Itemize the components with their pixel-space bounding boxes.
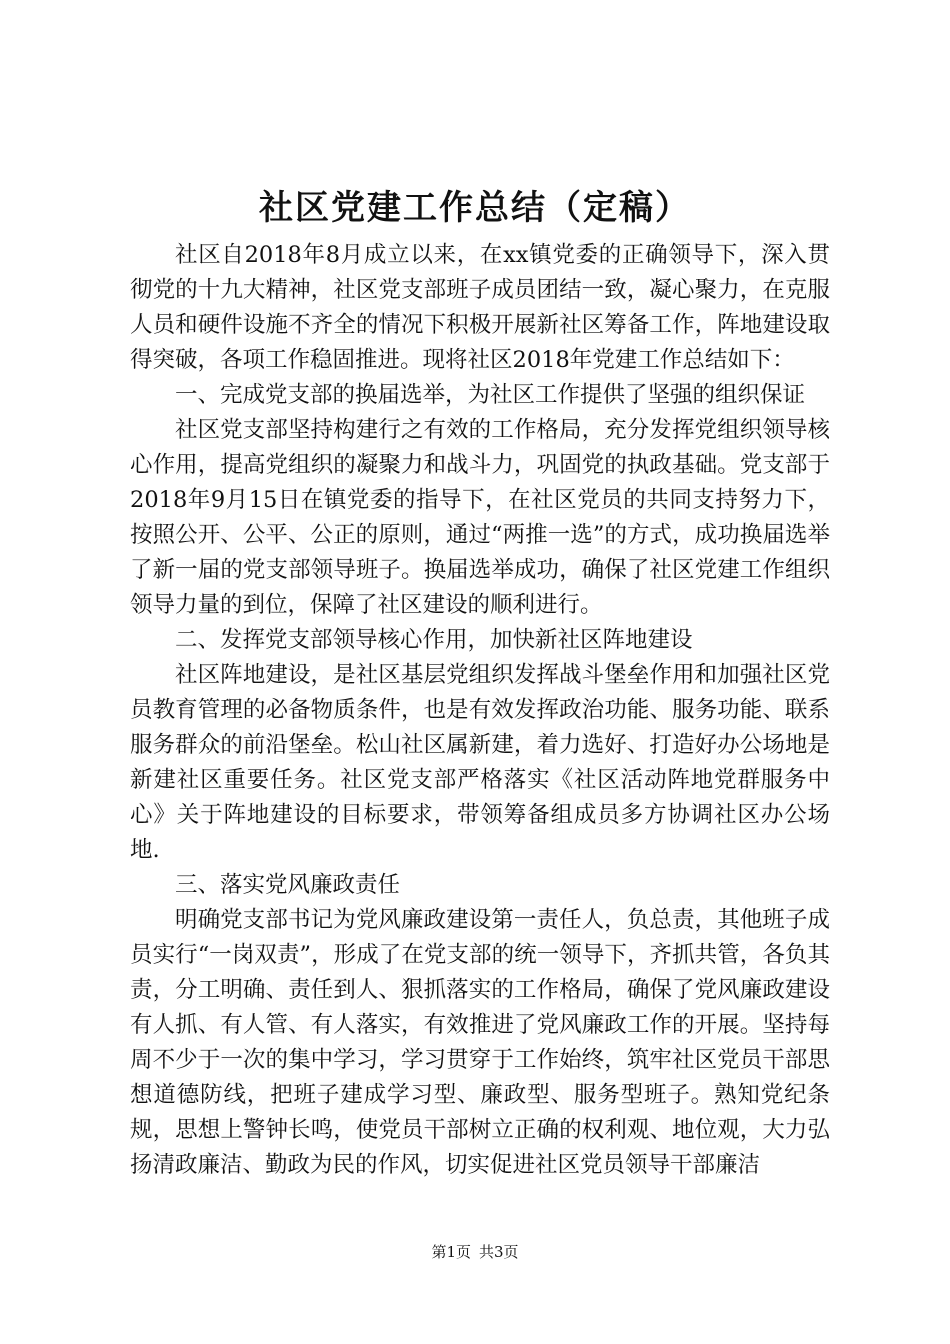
page-number: 第1页 (431, 1243, 471, 1261)
section-heading-1: 一、完成党支部的换届选举，为社区工作提供了坚强的组织保证 (175, 382, 806, 408)
section-paragraph-2: 社区阵地建设，是社区基层党组织发挥战斗堡垒作用和加强社区党员教育管理的必备物质条件，也是有效发挥政治功能、服务功能、联系服务群众的前沿堡垒。松山社区属新建，着力选好、打造好办公场地是新建社区重要任务。社区党支部严格落实《社区活动阵地党群服务中心》关于阵地建设的目标要求，带领筹备组成员多方协调社区办公场地. (130, 662, 830, 863)
document-title: 社区党建工作总结（定稿） (259, 188, 691, 228)
section-paragraph-3: 明确党支部书记为党风廉政建设第一责任人，负总责，其他班子成员实行“一岗双责”，形成了在党支部的统一领导下，齐抓共管，各负其责，分工明确、责任到人、狠抓落实的工作格局，确保了党风廉政建设有人抓、有人管、有人落实，有效推进了党风廉政工作的开展。坚持每周不少于一次的集中学习，学习贯穿于工作始终，筑牢社区党员干部思想道德防线，把班子建成学习型、廉政型、服务型班子。熟知党纪条规，思想上警钟长鸣，使党员干部树立正确的权利观、地位观，大力弘扬清政廉洁、勤政为民的作风，切实促进社区党员领导干部廉洁 (130, 907, 830, 1178)
section-heading-3: 三、落实党风廉政责任 (175, 872, 401, 898)
section-paragraph-1: 社区党支部坚持构建行之有效的工作格局，充分发挥党组织领导核心作用，提高党组织的凝聚力和战斗力，巩固党的执政基础。党支部于2018年9月15日在镇党委的指导下，在社区党员的共同支持努力下，按照公开、公平、公正的原则，通过“两推一选”的方式，成功换届选举了新一届的党支部领导班子。换届选举成功，确保了社区党建工作组织领导力量的到位，保障了社区建设的顺利进行。 (130, 417, 830, 618)
document-body (130, 238, 830, 1183)
page-total: 共3页 (479, 1243, 519, 1261)
page-footer (0, 1242, 950, 1262)
intro-paragraph: 社区自2018年8月成立以来，在xx镇党委的正确领导下，深入贯彻党的十九大精神，社区党支部班子成员团结一致，凝心聚力，在克服人员和硬件设施不齐全的情况下积极开展新社区筹备工作，阵地建设取得突破，各项工作稳固推进。现将社区2018年党建工作总结如下： (130, 242, 830, 373)
section-heading-2: 二、发挥党支部领导核心作用，加快新社区阵地建设 (175, 627, 693, 653)
